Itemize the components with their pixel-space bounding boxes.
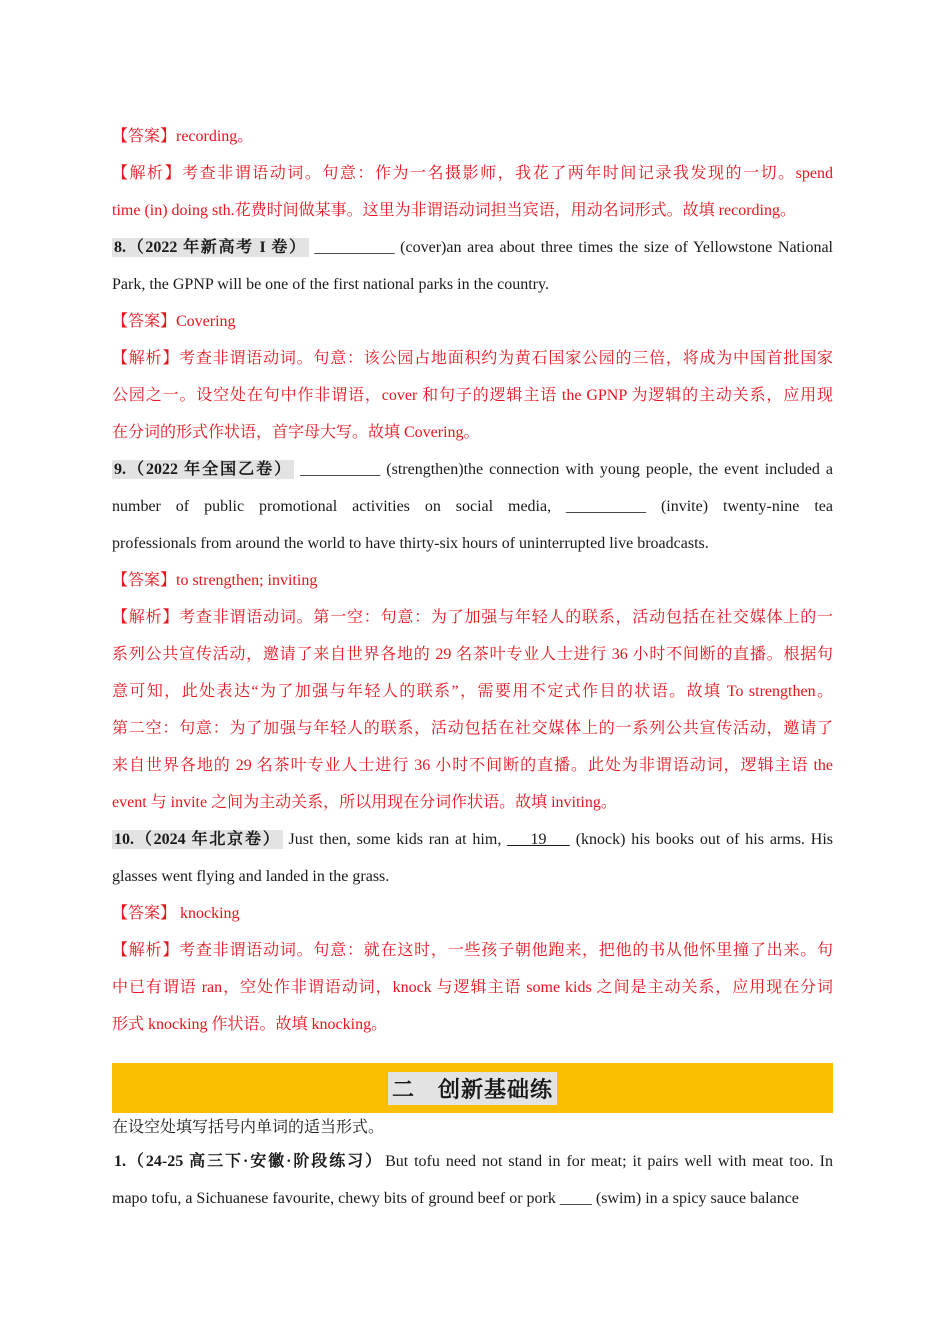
question-text: But tofu need not stand in for meat; it pairs well with meat too. In [385, 1153, 833, 1170]
text-line [112, 525, 833, 562]
text-line [112, 932, 833, 969]
text-line [112, 192, 833, 229]
line-text: time (in) doing sth.花费时间做某事。这里为非谓语动词担当宾语，用动名词形式。故填 recording。 [112, 202, 796, 219]
text-line [112, 710, 833, 747]
line-text: (knock) his books out of his arms. His [569, 831, 833, 848]
text-line [112, 266, 833, 303]
line-text: event 与 invite 之间为主动关系，所以用现在分词作状语。故填 inviting。 [112, 794, 617, 811]
text-line [112, 229, 833, 266]
question-1-line-2: mapo tofu, a Sichuanese favourite, chewy bits of ground beef or pork ____ (swim) in a spicy sauce balance [112, 1190, 799, 1207]
text-line [112, 562, 833, 599]
question-1-line-1 [112, 1143, 833, 1180]
line-text: Just then, some kids ran at him, [282, 831, 508, 848]
text-line [112, 414, 833, 451]
blank-number: 19 [507, 831, 570, 848]
line-text: 【解析】考查非谓语动词。句意：就在这时，一些孩子朝他跑来，把他的书从他怀里撞了出来。句 [112, 942, 833, 959]
line-text: 【解析】考查非谓语动词。句意：作为一名摄影师，我花了两年时间记录我发现的一切。spend [112, 165, 833, 182]
line-text: 【答案】to strengthen; inviting [112, 572, 318, 589]
document-page [112, 118, 833, 1217]
text-line [112, 303, 833, 340]
text-line [112, 1006, 833, 1043]
text-line [112, 673, 833, 710]
line-text: professionals from around the world to have thirty-six hours of uninterrupted live broadcasts. [112, 535, 709, 552]
text-line [112, 451, 833, 488]
line-text: Park, the GPNP will be one of the first national parks in the country. [112, 276, 549, 293]
line-text: 形式 knocking 作状语。故填 knocking。 [112, 1016, 388, 1033]
text-line [112, 118, 833, 155]
text-line [112, 969, 833, 1006]
section-banner [112, 1063, 833, 1113]
text-line [112, 784, 833, 821]
text-line [112, 599, 833, 636]
line-text: glasses went flying and landed in the grass. [112, 868, 390, 885]
line-text: 来自世界各地的 29 名茶叶专业人士进行 36 小时不间断的直播。此处为非谓语动词，逻辑主语 the [112, 757, 833, 774]
answer-block [112, 118, 833, 1043]
line-text: 【答案】 knocking [112, 905, 240, 922]
line-text: 系列公共宣传活动，邀请了来自世界各地的 29 名茶叶专业人士进行 36 小时不间断的直播。根据句 [112, 646, 833, 663]
instruction: 在设空处填写括号内单词的适当形式。 [112, 1119, 385, 1136]
text-line [112, 155, 833, 192]
line-text: number of public promotional activities on social media, __________ (invite) twenty-nine tea [112, 498, 833, 515]
text-line [112, 340, 833, 377]
line-text: 【答案】recording。 [112, 128, 254, 145]
text-line [112, 821, 833, 858]
line-text: 【解析】考查非谓语动词。第一空：句意：为了加强与年轻人的联系，活动包括在社交媒体上的一 [112, 609, 833, 626]
text-line [112, 636, 833, 673]
line-text: 在分词的形式作状语，首字母大写。故填 Covering。 [112, 424, 480, 441]
text-line [112, 377, 833, 414]
line-text: 【解析】考查非谓语动词。句意：该公园占地面积约为黄石国家公园的三倍，将成为中国首批国家 [112, 350, 833, 367]
section-title: 二 创新基础练 [388, 1072, 557, 1105]
text-line [112, 895, 833, 932]
line-text: __________ (cover)an area about three times the size of Yellowstone National [308, 239, 833, 256]
question-number: 1.（24-25 高三下·安徽·阶段练习） [114, 1153, 384, 1170]
line-text: 意可知，此处表达“为了加强与年轻人的联系”，需要用不定式作目的状语。故填 To strengthen。 [112, 683, 833, 700]
text-line [112, 747, 833, 784]
line-text: __________ (strengthen)the connection with young people, the event included a [294, 461, 833, 478]
text-line [112, 488, 833, 525]
question-number: 10.（2024 年北京卷） [114, 831, 281, 848]
text-line [112, 858, 833, 895]
line-text: 【答案】Covering [112, 313, 236, 330]
line-text: 公园之一。设空处在句中作非谓语，cover 和句子的逻辑主语 the GPNP 为逻辑的主动关系，应用现 [112, 387, 833, 404]
line-text: 中已有谓语 ran，空处作非谓语动词，knock 与逻辑主语 some kids 之间是主动关系，应用现在分词 [112, 979, 833, 996]
question-number: 8.（2022 年新高考 I 卷） [114, 239, 307, 256]
question-number: 9.（2022 年全国乙卷） [114, 461, 293, 478]
line-text: 第二空：句意：为了加强与年轻人的联系，活动包括在社交媒体上的一系列公共宣传活动，邀请了 [112, 720, 833, 737]
